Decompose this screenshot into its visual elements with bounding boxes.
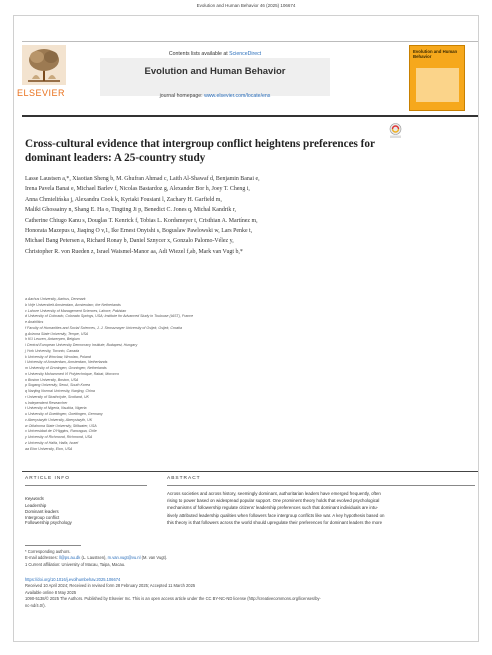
affiliation-item: q Nanjing Normal University, Nanjing, China — [25, 389, 95, 393]
abstract-text — [167, 490, 471, 526]
affiliation-item: u University of Goettingen, Goettingen, Germany — [25, 412, 103, 416]
affiliation-item: p Sogang University, Seoul, South Korea — [25, 383, 91, 388]
article-info-rule — [25, 485, 147, 486]
affiliation-item: x Universidad de O'Higgins, Rancagua, Chile — [25, 429, 97, 434]
affiliation-item: z University of Haifa, Haifa, Israel — [25, 440, 79, 445]
email-owner: (L. Laustsen), — [81, 555, 107, 561]
footnotes — [25, 549, 465, 568]
affiliation-item: t University of Nigeria, Nsukka, Nigeria — [25, 406, 87, 411]
keywords-list — [25, 503, 72, 526]
affiliation-item: v Aberystwyth University, Aberystwyth, UK — [25, 417, 93, 422]
affiliation-list — [25, 297, 465, 452]
affiliation-item: f Faculty of Humanities and Social Sciences, J. J. Strossmayer University of Osijek, Osijek, Croatia — [25, 325, 182, 330]
author-line: Anna Chmielińska j, Alexandra Cook k, Kyriaki Fousiani l, Zachary H. Garfield m, — [25, 196, 222, 203]
masthead-rule — [22, 115, 478, 117]
email-link-laustsen[interactable]: ll@ps.au.dk — [58, 555, 81, 561]
email-label: E-mail addresses: — [25, 555, 58, 561]
corresponding-authors-note: * Corresponding authors. — [25, 549, 71, 554]
history-dates: Received 10 April 2024; Received in revised form 28 February 2025; Accepted 11 March 2025 — [25, 583, 196, 589]
abstract-rule — [167, 485, 475, 486]
journal-banner — [100, 58, 330, 96]
affiliation-item: k University of Wroclaw, Wroclaw, Poland — [25, 354, 91, 359]
abstract-line: rising to power based on widespread popular support. One prominent theory holds that evolved psychological — [167, 498, 380, 504]
affiliation-item: aa Elon University, Elon, USA — [25, 446, 73, 451]
affiliation-item: s Independent Researcher — [25, 400, 68, 405]
keyword-item: Intergroup conflict — [25, 514, 60, 520]
abstract-line: mechanisms of followership regulate citizens' leadership preferences such that dominant individuals are intu- — [167, 505, 378, 511]
article-title-line: dominant leaders: A 25-country study — [25, 152, 206, 164]
affiliation-item: h KU Leuven, Antwerpen, Belgium — [25, 337, 80, 342]
affiliation-item: m University of Groningen, Groningen, Netherlands — [25, 366, 107, 370]
affiliation-item: d University of Colorado, Colorado Springs, USA; Institute for Advanced Study in Toulouse (IAST), France — [25, 314, 194, 319]
author-list — [25, 174, 465, 257]
author-line: Christopher R. von Rueden z, Israel Waismel-Manor aa, Adi Wiezel f,ab, Mark van Vugt b,* — [25, 248, 243, 255]
affiliation-item: c Lahore University of Management Sciences, Lahore, Pakistan — [25, 308, 127, 313]
keyword-item: Followership psychology — [25, 520, 72, 526]
article-title-line: Cross-cultural evidence that intergroup conflict heightens preferences for — [25, 138, 375, 150]
homepage-label: journal homepage: — [159, 93, 203, 99]
journal-homepage-line — [100, 93, 330, 99]
check-for-updates-icon[interactable] — [389, 123, 402, 139]
elsevier-wordmark: ELSEVIER — [17, 88, 66, 98]
article-info-heading: ARTICLE INFO — [25, 476, 70, 481]
affiliation-item: i Central European University Democracy Institute, Budapest, Hungary — [25, 343, 138, 347]
footnote-rule — [25, 545, 81, 546]
cover-title: Evolution and Human Behavior — [413, 49, 458, 59]
author-line: Honorata Mazepus u, Jiaqing O v,1, Ike Ernest Onyishi s, Boguslaw Pawlowski w, Lars Penke t, — [25, 228, 253, 235]
section-rule — [22, 471, 478, 472]
affiliation-item: j York University, Toronto, Canada — [25, 348, 80, 353]
affiliation-item: g Arizona State University, Tempe, USA — [25, 331, 89, 336]
keyword-item: Leadership — [25, 503, 47, 508]
sciencedirect-link[interactable]: ScienceDirect — [229, 51, 262, 57]
journal-title[interactable]: Evolution and Human Behavior — [144, 66, 286, 77]
contents-lists-line — [100, 51, 330, 57]
email-owner: (M. van Vugt). — [141, 555, 168, 561]
affiliation-item: w Oklahoma State University, Stillwater, USA — [25, 423, 97, 428]
license-line: nc-nd/4.0/). — [25, 602, 46, 608]
cover-artwork — [416, 68, 459, 102]
author-line: Maliki Ghossainy n, Shang E. Ha o, Tingting Ji p, Benedict C. Jones q, Michal Kandrik r, — [25, 207, 236, 214]
doi-link[interactable]: https://doi.org/10.1016/j.evolhumbehav.2025.106674 — [25, 577, 121, 582]
affiliation-item: n University Mohammed VI Polytechnique, Rabat, Morocco — [25, 371, 120, 376]
header-rule — [22, 41, 478, 42]
current-affiliation-note: 1 Current affiliation: University of Macau, Taipa, Macau. — [25, 561, 126, 567]
affiliation-item: y University of Richmond, Richmond, USA — [25, 435, 93, 439]
keyword-item: Dominant leaders — [25, 508, 59, 514]
online-date: Available online 8 May 2025 — [25, 589, 77, 595]
license-line: 1090-5138/© 2025 The Authors. Published by Elsevier Inc. This is an open access article under the CC BY-NC-ND license (http://creativecommons.org/licenses/by- — [25, 596, 321, 602]
abstract-heading: ABSTRACT — [167, 476, 201, 481]
author-line: Michael Bang Petersen a, Richard Ronay b, Daniel Sznycer x, Gonzalo Palomo-Vélez y, — [25, 238, 234, 245]
article-title — [25, 137, 385, 165]
homepage-link[interactable]: www.elsevier.com/locate/ens — [204, 93, 271, 99]
affiliation-item: b Vrije Universiteit Amsterdam, Amsterdam, the Netherlands — [25, 302, 121, 307]
journal-cover-thumbnail[interactable] — [409, 45, 465, 111]
author-line: Lasse Laustsen a,*, Xiaotian Sheng b, M. Ghufran Ahmad c, Laith Al-Shawaf d, Benjamin Banai e, — [25, 176, 260, 182]
affiliation-item: e Anahlitics — [25, 320, 44, 324]
affiliation-item: r University of Strathclyde, Scotland, UK — [25, 394, 89, 399]
affiliation-item: o Boston University, Boston, USA — [25, 377, 79, 382]
abstract-line: this theory is that followers across the world should upregulate their preferences for dominant leaders the more — [167, 519, 383, 525]
author-line: Irena Pavela Banai e, Michael Barlev f, Nicolas Bastardoz g, Alexander Bor h, Joey T. Cheng i, — [25, 186, 250, 193]
publication-info — [25, 577, 465, 609]
contents-label: Contents lists available at — [168, 51, 228, 57]
author-line: Catherine Chiugo Kanu s, Douglas T. Kenrick f, Tobias L. Kordsmeyer t, Cristhian A. Martínez m, — [25, 217, 258, 224]
email-link-van-vugt[interactable]: m.van.vugt@vu.nl — [107, 555, 141, 561]
elsevier-tree-logo — [22, 45, 66, 85]
affiliation-item: l University of Amsterdam, Amsterdam, Netherlands — [25, 360, 108, 365]
affiliation-item: a Aarhus University, Aarhus, Denmark — [25, 297, 86, 301]
running-header: Evolution and Human Behavior 46 (2025) 106674 — [196, 3, 296, 8]
abstract-line: Across societies and across history, seemingly dominant, authoritarian leaders have emerged frequently, often — [167, 491, 381, 496]
keywords-label: Keywords — [25, 496, 44, 501]
abstract-line: itively attributed leadership qualities when followers face intergroup conflicts like war. A key hypothesis based on — [167, 512, 385, 518]
